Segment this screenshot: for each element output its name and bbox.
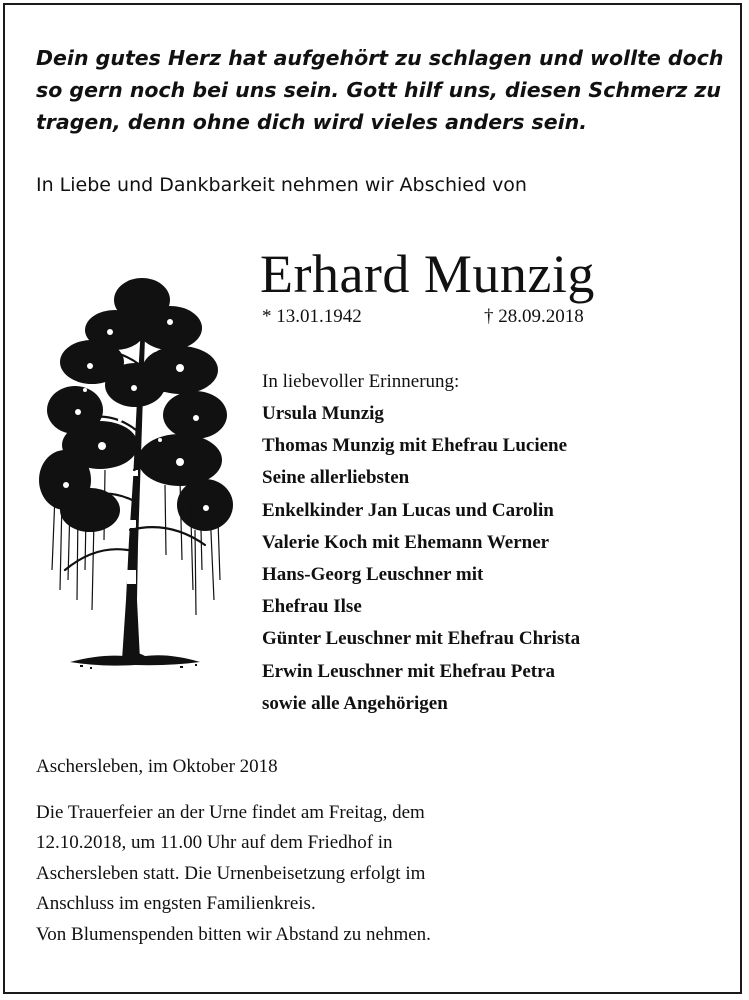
mourner-line: Erwin Leuschner mit Ehefrau Petra xyxy=(262,660,556,682)
deceased-name: Erhard Munzig xyxy=(260,244,595,304)
death-date: † 28.09.2018 xyxy=(484,306,584,327)
birch-tree-icon xyxy=(30,270,240,680)
poem-line: tragen, denn ohne dich wird vieles anders sein. xyxy=(36,110,588,134)
ceremony-line: Von Blumenspenden bitten wir Abstand zu nehmen. xyxy=(36,923,431,945)
poem-line: Dein gutes Herz hat aufgehört zu schlagen und wollte doch xyxy=(36,46,724,70)
memorial-poem xyxy=(36,42,724,138)
birth-date: * 13.01.1942 xyxy=(262,306,362,327)
mourner-line: Günter Leuschner mit Ehefrau Christa xyxy=(262,628,581,650)
mourner-line: sowie alle Angehörigen xyxy=(262,692,448,714)
mourner-line: Valerie Koch mit Ehemann Werner xyxy=(262,531,550,553)
mourners-heading: In liebevoller Erinnerung: xyxy=(262,371,460,392)
farewell-intro: In Liebe und Dankbarkeit nehmen wir Abschied von xyxy=(36,174,527,196)
mourner-line: Ehefrau Ilse xyxy=(262,596,362,618)
mourners-list xyxy=(262,398,580,720)
mourner-line: Ursula Munzig xyxy=(262,403,384,424)
poem-line: so gern noch bei uns sein. Gott hilf uns, diesen Schmerz zu xyxy=(36,78,721,102)
ceremony-line: 12.10.2018, um 11.00 Uhr auf dem Friedhof in xyxy=(36,832,393,854)
mourner-line: Hans-Georg Leuschner mit xyxy=(262,564,484,586)
ceremony-line: Aschersleben statt. Die Urnenbeisetzung erfolgt im xyxy=(36,862,426,884)
mourner-line: Seine allerliebsten xyxy=(262,467,410,489)
place-and-date: Aschersleben, im Oktober 2018 xyxy=(36,756,278,777)
ceremony-info xyxy=(36,798,431,950)
ceremony-line: Die Trauerfeier an der Urne findet am Freitag, dem xyxy=(36,802,425,823)
ceremony-line: Anschluss im engsten Familienkreis. xyxy=(36,893,316,915)
mourner-line: Thomas Munzig mit Ehefrau Luciene xyxy=(262,435,568,457)
mourner-line: Enkelkinder Jan Lucas und Carolin xyxy=(262,499,554,521)
